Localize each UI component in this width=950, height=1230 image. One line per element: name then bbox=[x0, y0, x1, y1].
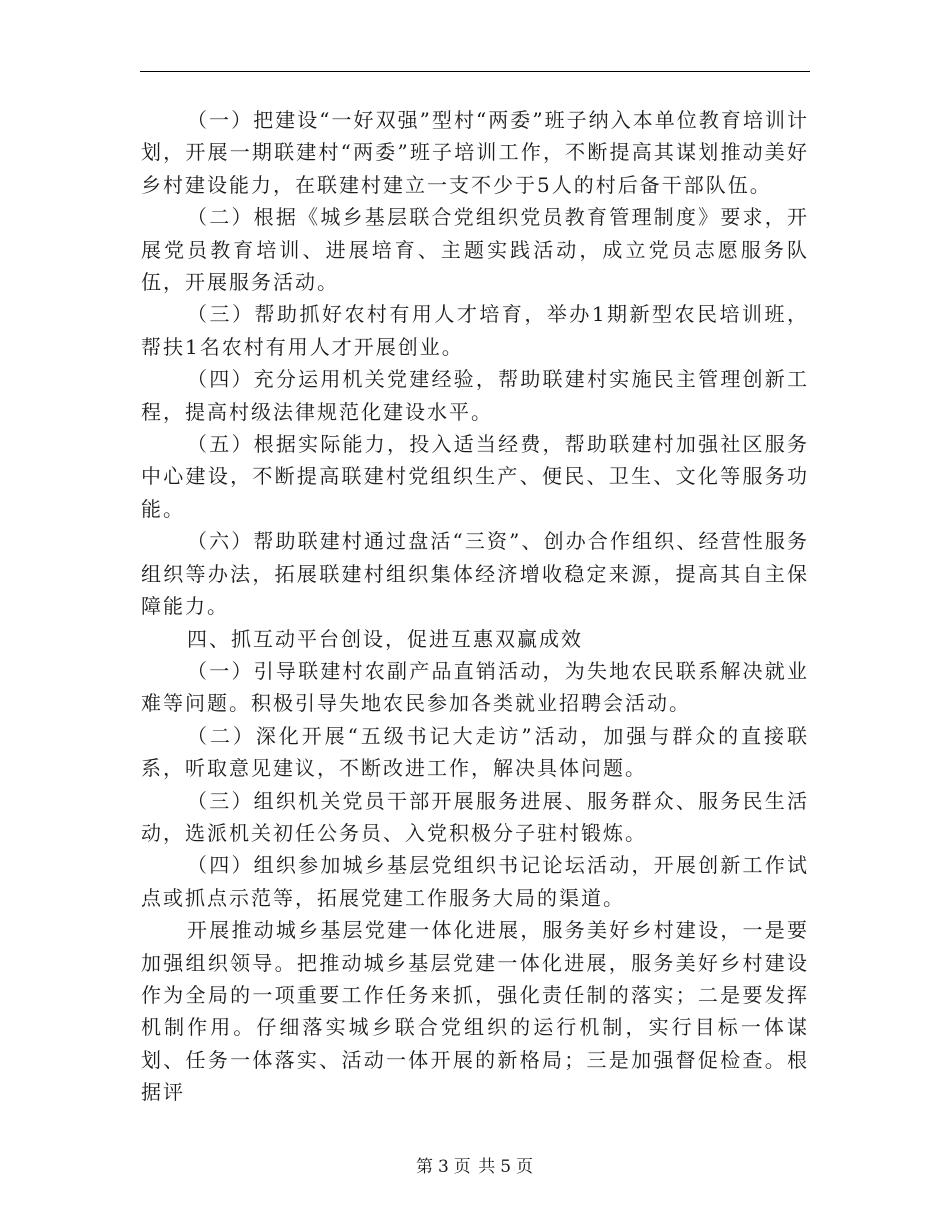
paragraph-6: （六）帮助联建村通过盘活“三资”、创办合作组织、经营性服务组织等办法，拓展联建村组织集体经济增收稳定来源，提高其自主保障能力。 bbox=[141, 529, 809, 619]
paragraph-3: （三）帮助抓好农村有用人才培育，举办1期新型农民培训班，帮扶1名农村有用人才开展创业。 bbox=[141, 302, 809, 359]
footer-total-pages: 5 bbox=[500, 1157, 513, 1177]
page-footer bbox=[0, 1152, 950, 1177]
footer-prefix: 第 bbox=[415, 1157, 434, 1177]
paragraph-2: （二）根据《城乡基层联合党组织党员教育管理制度》要求，开展党员教育培训、进展培育、主题实践活动，成立党员志愿服务队伍，开展服务活动。 bbox=[141, 205, 809, 295]
paragraph-4: （四）充分运用机关党建经验，帮助联建村实施民主管理创新工程，提高村级法律规范化建设水平。 bbox=[141, 367, 809, 424]
paragraph-9: （三）组织机关党员干部开展服务进展、服务群众、服务民生活动，选派机关初任公务员、入党积极分子驻村锻炼。 bbox=[141, 788, 809, 845]
paragraph-7: （一）引导联建村农副产品直销活动，为失地农民联系解决就业难等问题。积极引导失地农民参加各类就业招聘会活动。 bbox=[141, 658, 809, 716]
paragraph-8: （二）深化开展“五级书记大走访”活动，加强与群众的直接联系，听取意见建议，不断改进工作，解决具体问题。 bbox=[141, 723, 809, 781]
document-body bbox=[141, 104, 809, 1109]
section-heading: 四、抓互动平台创设，促进互惠双赢成效 bbox=[187, 626, 583, 651]
footer-page-number: 3 bbox=[437, 1157, 450, 1177]
footer-middle: 页 共 bbox=[453, 1157, 497, 1177]
footer-suffix: 页 bbox=[516, 1157, 535, 1177]
paragraph-5: （五）根据实际能力，投入适当经费，帮助联建村加强社区服务中心建设，不断提高联建村党组织生产、便民、卫生、文化等服务功能。 bbox=[141, 432, 809, 521]
header-rule bbox=[140, 71, 810, 72]
paragraph-1: （一）把建设“一好双强”型村“两委”班子纳入本单位教育培训计划，开展一期联建村“两委”班子培训工作，不断提高其谋划推动美好乡村建设能力，在联建村建立一支不少于5人的村后备干部队伍。 bbox=[141, 108, 809, 197]
paragraph-11: 开展推动城乡基层党建一体化进展，服务美好乡村建设，一是要加强组织领导。把推动城乡基层党建一体化进展，服务美好乡村建设作为全局的一项重要工作任务来抓，强化责任制的落实；二是要发挥机制作用。仔细落实城乡联合党组织的运行机制，实行目标一体谋划、任务一体落实、活动一体开展的新格局；三是加强督促检查。根据评 bbox=[141, 918, 809, 1105]
paragraph-10: （四）组织参加城乡基层党组织书记论坛活动，开展创新工作试点或抓点示范等，拓展党建工作服务大局的渠道。 bbox=[141, 853, 809, 910]
